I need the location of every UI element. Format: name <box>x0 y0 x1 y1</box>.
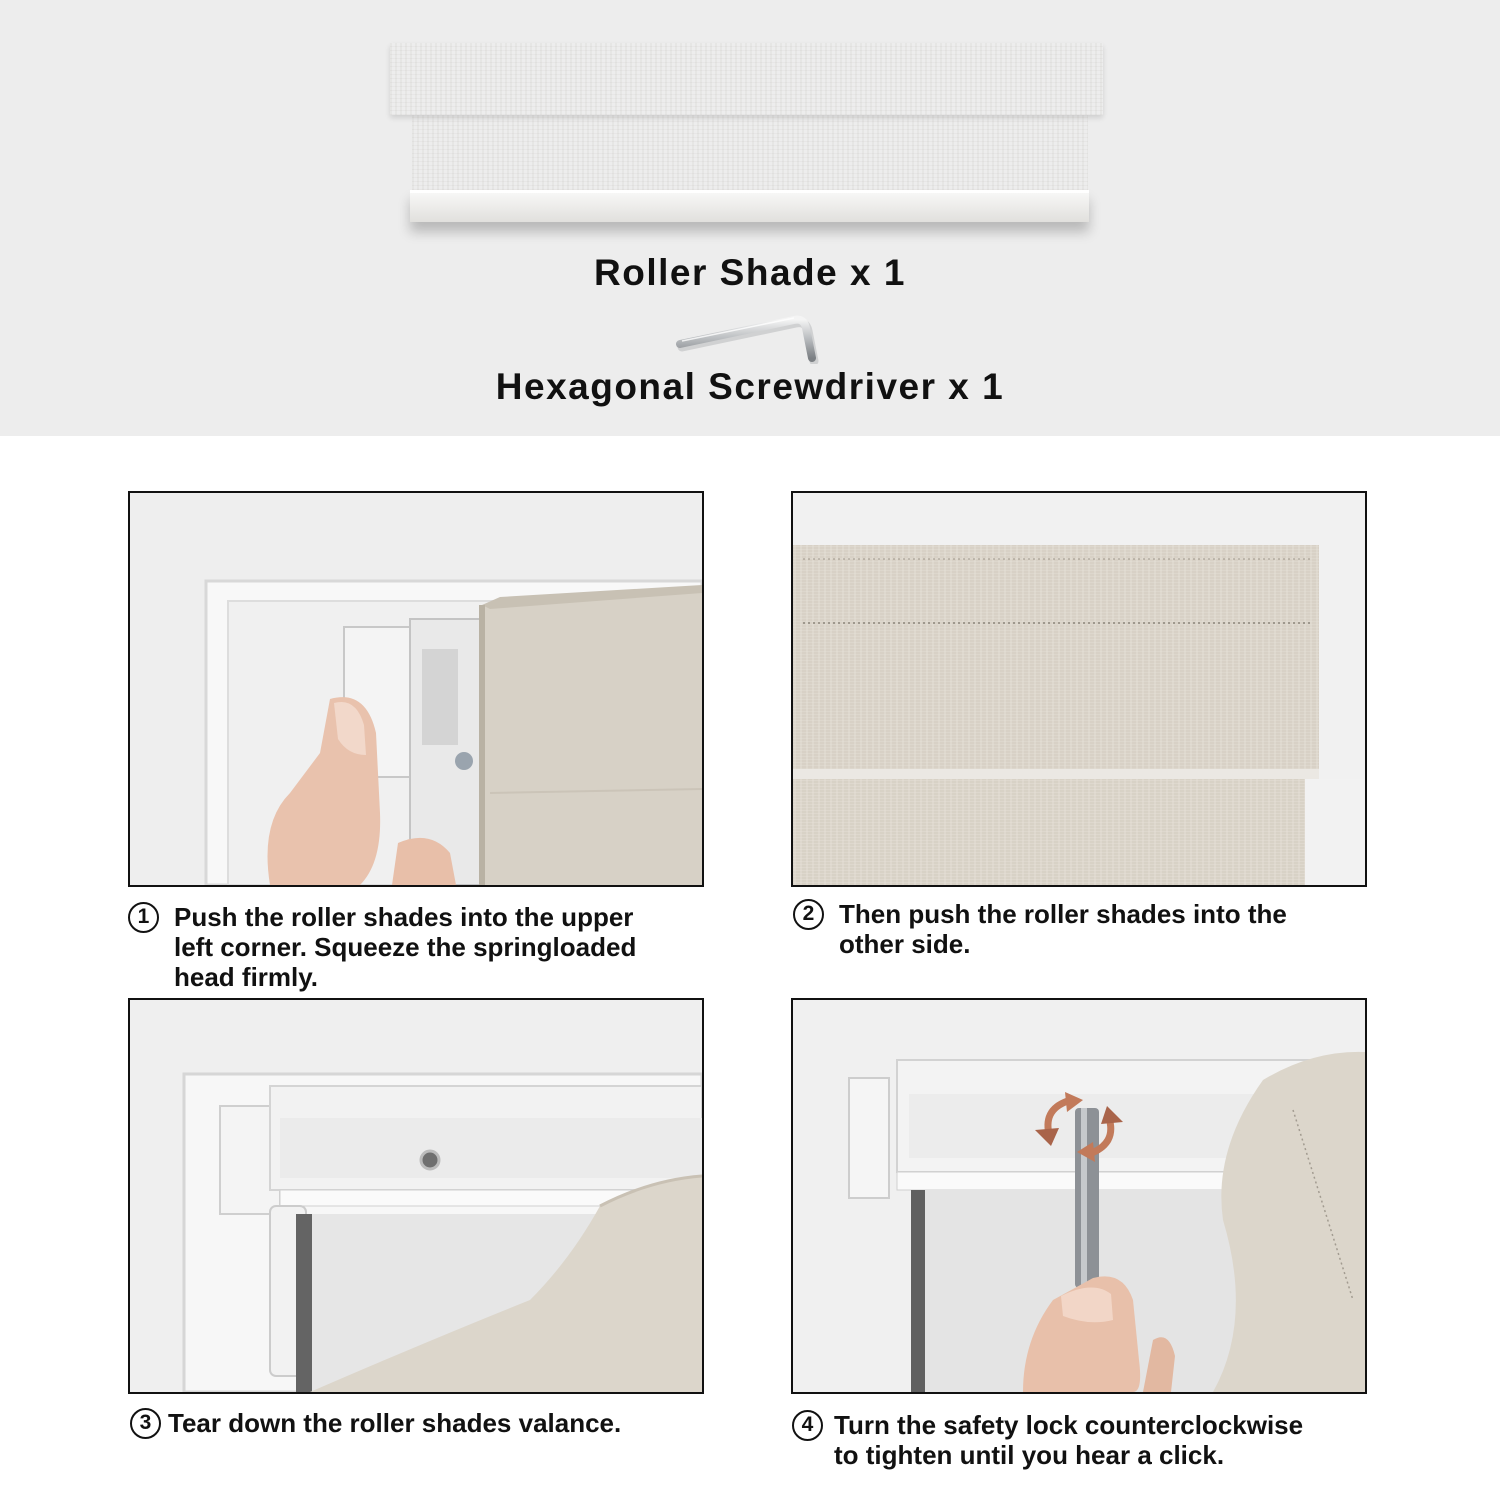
allen-key-icon <box>676 308 826 364</box>
step-1-line-1: Push the roller shades into the upper <box>174 902 634 932</box>
step-2-line-2: other side. <box>839 929 971 959</box>
step-1-line-2: left corner. Squeeze the springloaded <box>174 932 637 962</box>
step-1-line-3: head firmly. <box>174 962 319 992</box>
step-2-photo <box>791 491 1367 887</box>
roller-shade-label: Roller Shade x 1 <box>594 252 906 293</box>
step-3-line-1: Tear down the roller shades valance. <box>168 1408 622 1438</box>
step-2-line-1: Then push the roller shades into the <box>839 899 1287 929</box>
step-1-number-badge: 1 <box>128 902 159 933</box>
step-3-photo <box>128 998 704 1394</box>
contents-section <box>0 0 1500 436</box>
hex-screwdriver-label: Hexagonal Screwdriver x 1 <box>495 366 1005 407</box>
step-3-number-badge: 3 <box>130 1408 161 1439</box>
step-1-photo <box>128 491 704 887</box>
roller-shade-valance-image <box>390 43 1103 115</box>
step-2-number-badge: 2 <box>793 899 824 930</box>
step-4-number-badge: 4 <box>792 1410 823 1441</box>
roller-shade-body-image <box>412 115 1088 190</box>
roller-shade-bottom-rail-image <box>410 190 1089 222</box>
rotation-arrows-icon <box>1031 1090 1127 1162</box>
step-4-photo <box>791 998 1367 1394</box>
step-4-line-1: Turn the safety lock counterclockwise <box>834 1410 1304 1440</box>
step-4-line-2: to tighten until you hear a click. <box>834 1440 1225 1470</box>
